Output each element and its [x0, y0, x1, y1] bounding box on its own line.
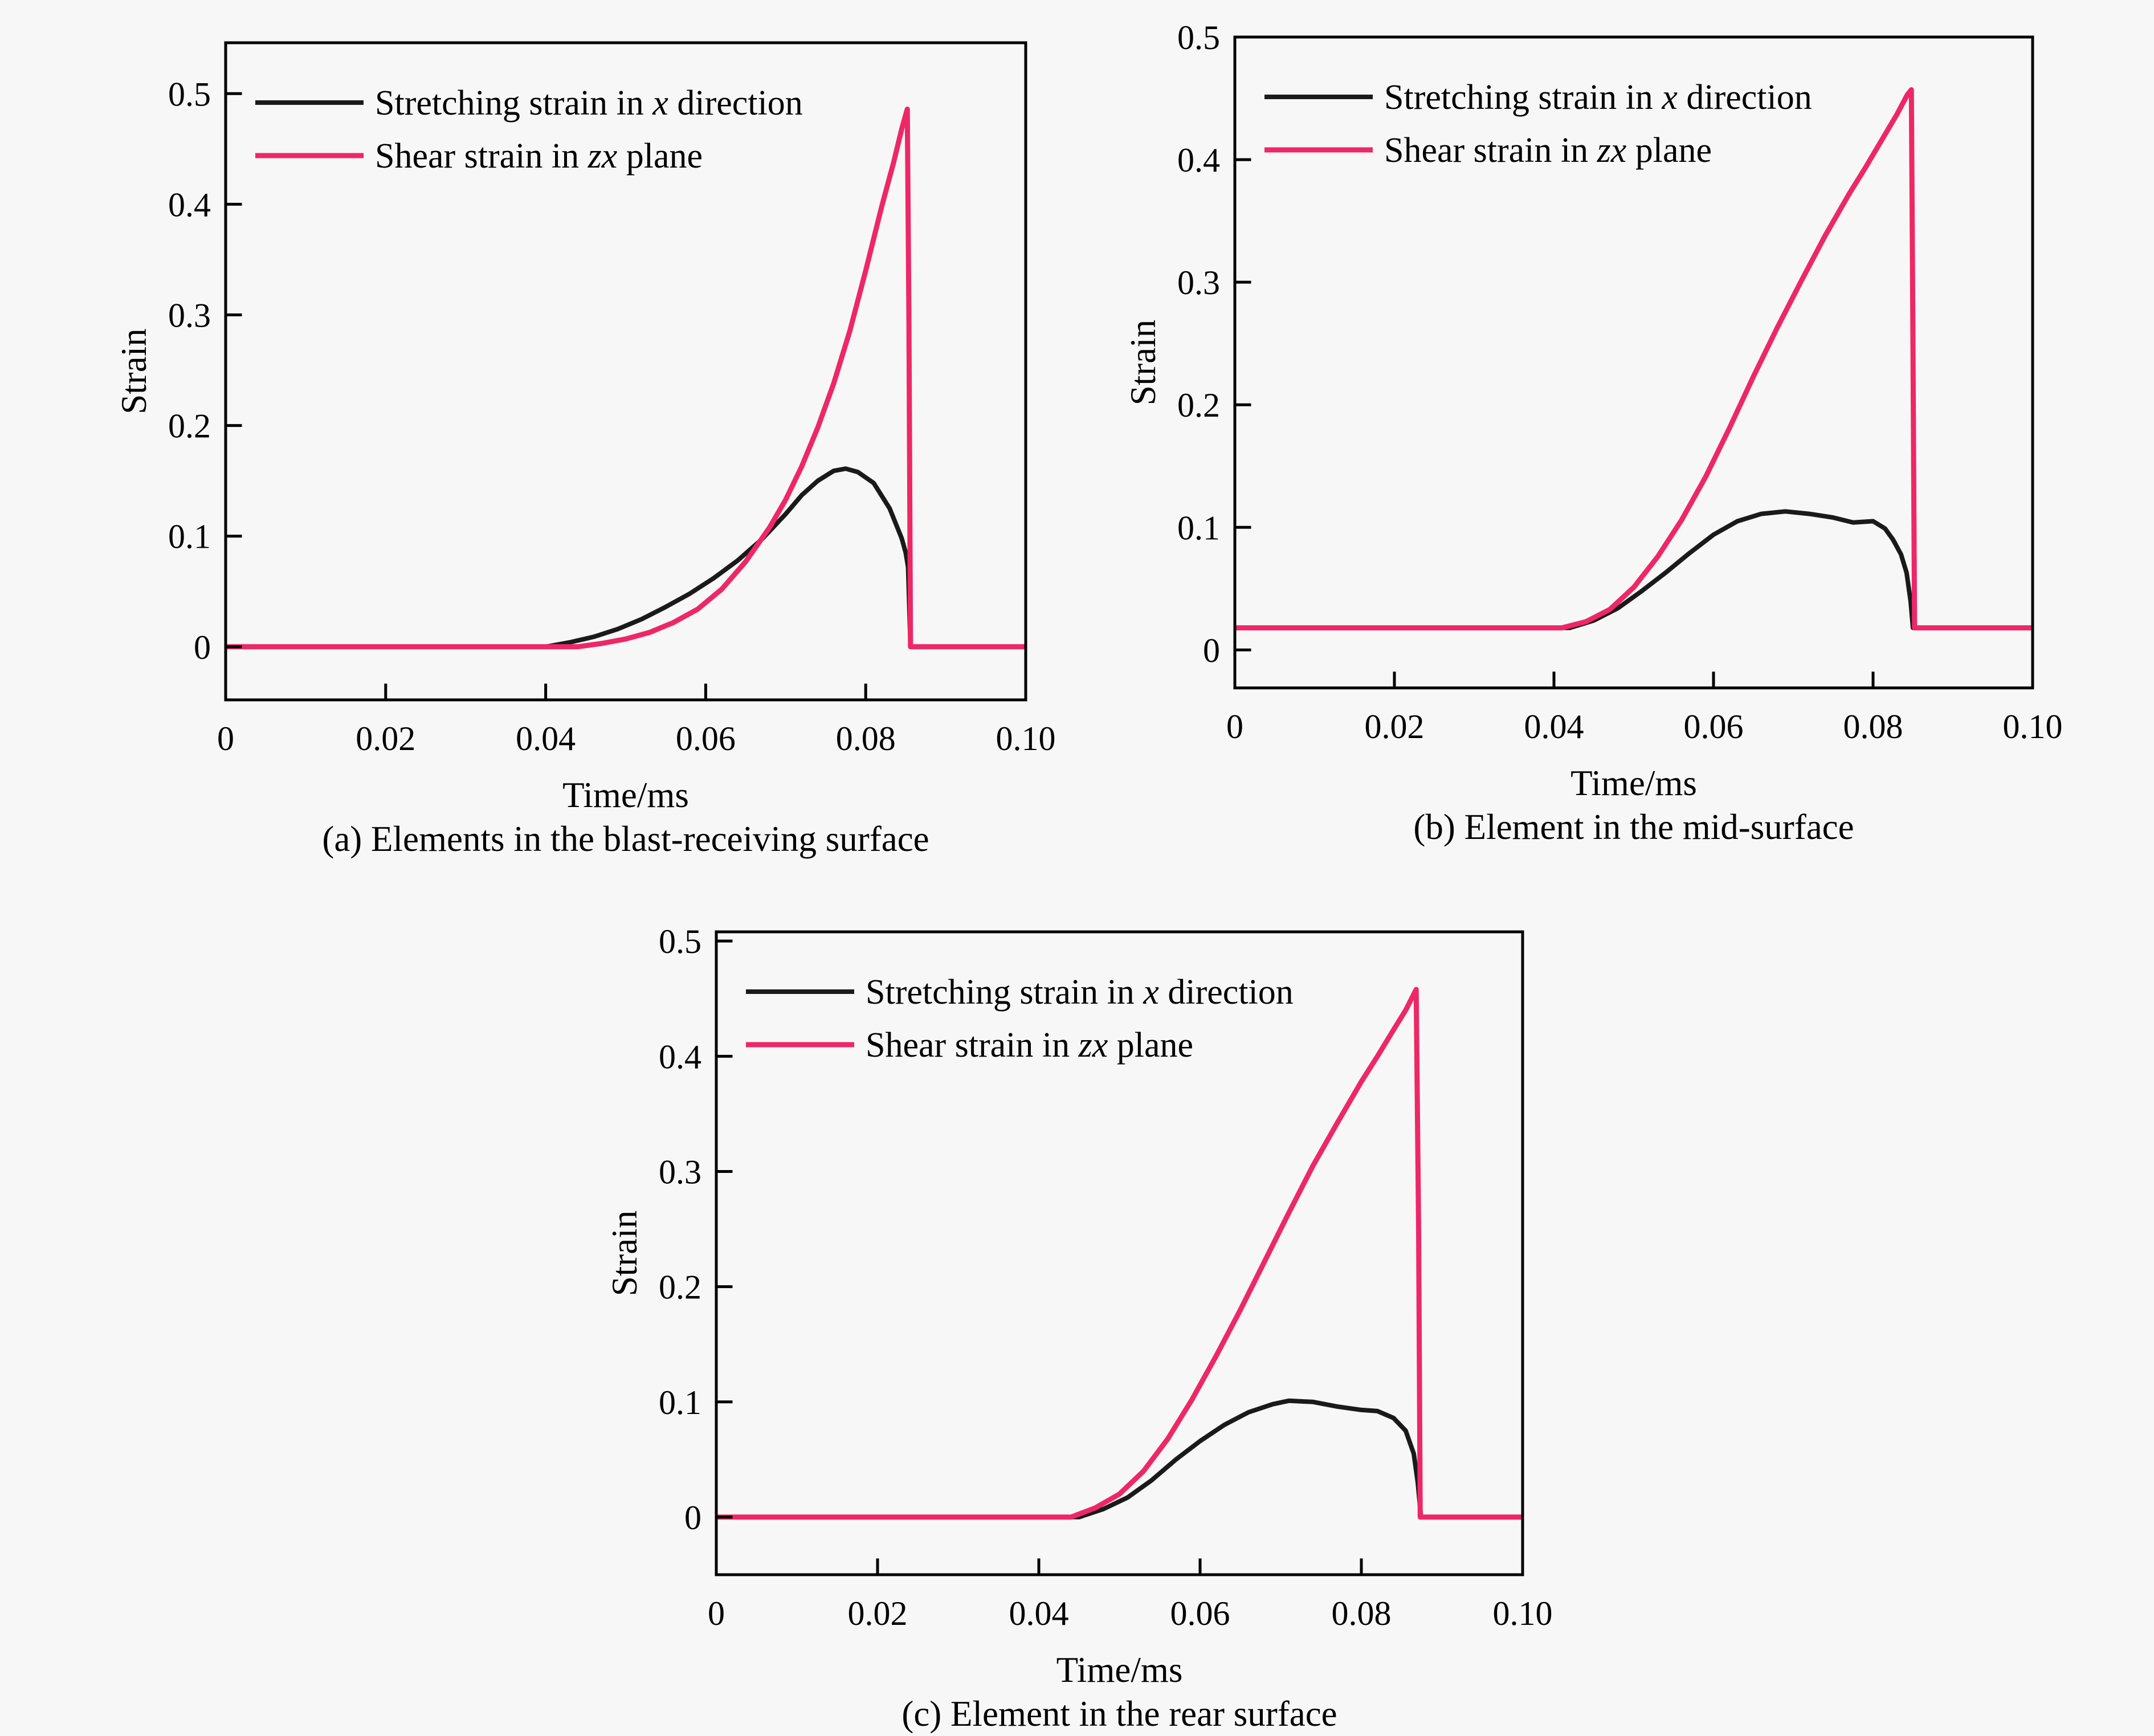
y-tick-label: 0: [1203, 631, 1220, 670]
y-tick-label: 0.3: [659, 1153, 701, 1191]
axis-ticks: [1237, 160, 1874, 686]
series-line-shear-strain: [716, 989, 1523, 1517]
y-tick-label: 0.1: [168, 517, 211, 556]
x-tick-label: 0.02: [356, 720, 416, 757]
plot-series: [1235, 90, 2033, 628]
chart-caption: (a) Elements in the blast-receiving surface: [322, 819, 929, 859]
y-tick-label: 0.2: [168, 407, 211, 445]
x-tick-label: 0.04: [516, 720, 576, 757]
y-tick-label: 0.4: [168, 186, 211, 224]
series-line-stretching-strain: [716, 1401, 1523, 1517]
x-axis-label: Time/ms: [1570, 763, 1697, 803]
axis-ticks: [227, 93, 866, 698]
legend-label: Shear strain in zx plane: [1384, 131, 1712, 170]
y-axis-label: Strain: [605, 1210, 644, 1297]
chart-a: [114, 43, 1056, 859]
x-tick-label: 0: [708, 1595, 725, 1632]
x-tick-label: 0.08: [1331, 1595, 1392, 1632]
plot-series: [716, 989, 1523, 1517]
y-tick-label: 0.3: [168, 296, 211, 335]
y-tick-label: 0.5: [659, 923, 701, 961]
x-axis-label: Time/ms: [1056, 1650, 1183, 1690]
legend: [1264, 78, 1812, 170]
legend-label: Shear strain in zx plane: [866, 1026, 1194, 1065]
x-tick-label: 0.06: [1170, 1595, 1230, 1632]
series-line-stretching-strain: [226, 468, 1026, 647]
x-tick-label: 0.02: [847, 1595, 908, 1632]
x-tick-label: 0: [1226, 708, 1243, 745]
legend: [746, 973, 1294, 1065]
plot-series: [226, 109, 1026, 647]
legend-label: Shear strain in zx plane: [375, 137, 703, 176]
y-tick-label: 0.4: [1177, 141, 1220, 180]
x-tick-label: 0.08: [835, 720, 896, 757]
chart-b: [1123, 19, 2063, 847]
x-tick-label: 0.10: [1492, 1595, 1553, 1632]
x-tick-label: 0.04: [1524, 708, 1584, 745]
chart-caption: (b) Element in the mid-surface: [1413, 807, 1854, 847]
y-axis-label: Strain: [114, 328, 154, 414]
y-tick-label: 0.5: [1177, 19, 1220, 56]
y-tick-label: 0.5: [168, 75, 211, 113]
legend-label: Stretching strain in x direction: [375, 84, 803, 123]
legend-label: Stretching strain in x direction: [866, 973, 1294, 1012]
x-tick-label: 0.08: [1843, 708, 1903, 745]
chart-c: [605, 923, 1553, 1733]
x-axis-label: Time/ms: [562, 775, 689, 815]
series-line-shear-strain: [1235, 90, 2033, 628]
y-axis-label: Strain: [1123, 319, 1163, 406]
legend: [255, 84, 803, 176]
x-tick-label: 0.10: [996, 720, 1056, 757]
y-tick-label: 0.1: [1177, 509, 1220, 547]
y-tick-label: 0: [684, 1498, 701, 1537]
legend-label: Stretching strain in x direction: [1384, 78, 1812, 117]
chart-caption: (c) Element in the rear surface: [901, 1694, 1337, 1733]
y-tick-label: 0: [194, 628, 211, 666]
x-tick-label: 0: [217, 720, 234, 757]
y-tick-label: 0.2: [1177, 386, 1220, 425]
y-tick-label: 0.4: [659, 1038, 701, 1076]
x-tick-label: 0.10: [2002, 708, 2063, 745]
x-tick-label: 0.06: [675, 720, 736, 757]
x-tick-label: 0.04: [1009, 1595, 1069, 1632]
y-tick-label: 0.2: [659, 1268, 701, 1306]
x-tick-label: 0.06: [1683, 708, 1744, 745]
x-tick-label: 0.02: [1364, 708, 1425, 745]
y-tick-label: 0.1: [659, 1383, 701, 1421]
y-tick-label: 0.3: [1177, 264, 1220, 302]
